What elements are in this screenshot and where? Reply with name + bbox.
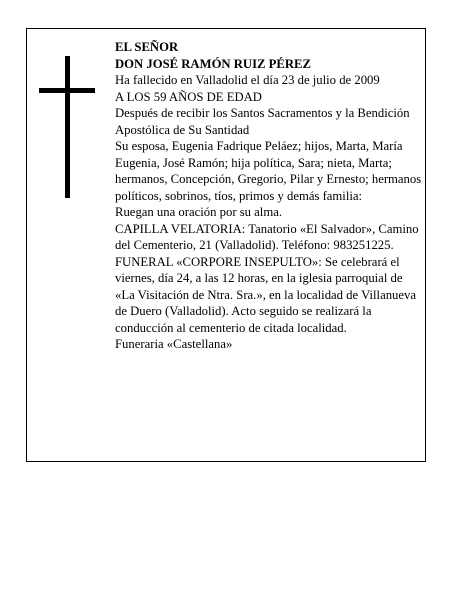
chapel-info: CAPILLA VELATORIA: Tanatorio «El Salvador», Camino del Cementerio, 21 (Valladolid). Teléfono: 983251225.: [115, 221, 419, 252]
deceased-name: DON JOSÉ RAMÓN RUIZ PÉREZ: [115, 56, 311, 71]
sacraments-text: Después de recibir los Santos Sacramentos y la Bendición Apostólica de Su Santidad: [115, 106, 410, 137]
funeral-info: FUNERAL «CORPORE INSEPULTO»: Se celebrará el viernes, día 24, a las 12 horas, en la iglesia parroquial de «La Visitación de Ntra. Sra.», en la localidad de Villanueva de Duero (Valladolid). Acto seguido se realizará la conducción al cementerio de citada localidad.: [115, 254, 416, 335]
family-text: Su esposa, Eugenia Fadrique Peláez; hijos, Marta, María Eugenia, José Ramón; hija política, Sara; nieta, Marta; hermanos, Concepción, Gregorio, Pilar y Ernesto; hermanos políticos, sobrinos, tíos, primos y demás familia:: [115, 139, 422, 203]
cross-vertical-bar: [65, 56, 70, 198]
obituary-notice: [26, 28, 426, 462]
prayer-request: Ruegan una oración por su alma.: [115, 205, 283, 219]
age-text: A LOS 59 AÑOS DE EDAD: [115, 89, 262, 104]
death-info: Ha fallecido en Valladolid el día 23 de julio de 2009: [115, 73, 380, 87]
cross-icon: [39, 56, 95, 198]
obituary-text: [115, 39, 425, 353]
title-line-1: EL SEÑOR: [115, 40, 179, 54]
cross-horizontal-bar: [39, 88, 95, 93]
funeral-home: Funeraria «Castellana»: [115, 337, 233, 351]
